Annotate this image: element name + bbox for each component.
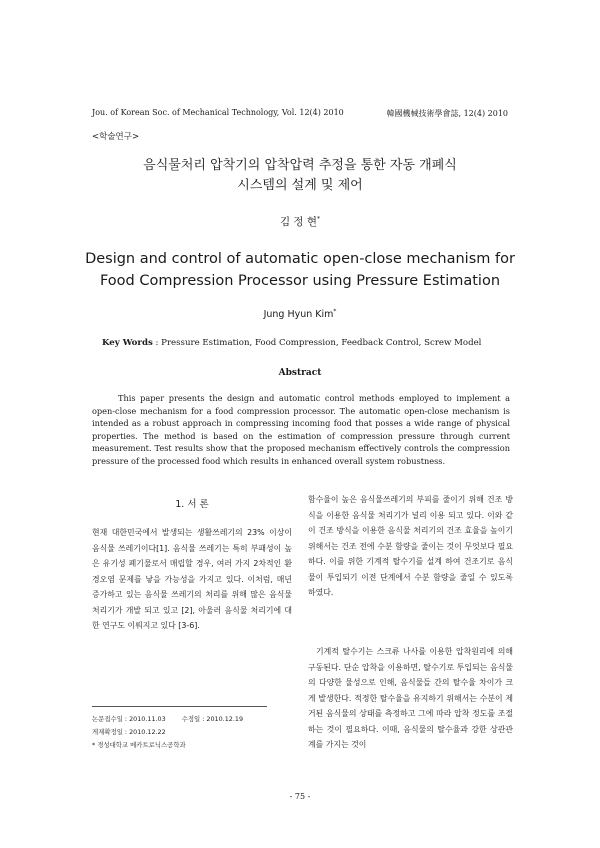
author-korean xyxy=(60,214,540,229)
footnote-divider xyxy=(92,706,267,707)
abstract-text: This paper presents the design and automatic control methods employed to implement a open-close mechanism for a food compression processor. The automatic open-close mechanism is intended as a robust approach in compressing incoming food that posses a wide range of physical properties. The method is based on the estimation of compression pressure through current measurement. Test results show that the proposed mechanism effectively controls the compression pressure of the processed food which results in enhanced overall system robustness. xyxy=(92,393,510,466)
footnote-affiliation: * 경성대학교 메카트로닉스공학과 xyxy=(92,741,186,749)
title-korean xyxy=(60,156,540,196)
keywords xyxy=(102,338,481,348)
journal-name-en: Jou. of Korean Soc. of Mechanical Technology, Vol. 12(4) 2010 xyxy=(92,108,344,117)
footnote-accepted: 게재확정일 : 2010.12.22 xyxy=(92,728,166,736)
title-english xyxy=(40,248,560,292)
footnote-revised: 수정일 : 2010.12.19 xyxy=(181,715,244,723)
section-heading-introduction: 1. 서 론 xyxy=(175,499,209,510)
body-paragraph-right-2: 기계적 탈수기는 스크류 나사를 이용한 압착원리에 의해 구동된다. 단순 압착을 이용하면, 탈수기로 투입되는 음식물의 다양한 물성으로 인해, 음식물들 간의 탈수율 차이가 크게 발생한다. 적정한 탈수율을 유지하기 위해서는 수분이 제거된 음식물의 상태를 측정하고 그에 따라 압착 정도를 조절하는 것이 필요하다. 이때, 음식물의 탈수율과 강한 상관관계를 가지는 것이 xyxy=(308,647,513,749)
title-english-line2: Food Compression Processor using Pressure Estimation xyxy=(99,273,501,289)
title-korean-line2: 시스템의 설계 및 제어 xyxy=(237,178,363,193)
keywords-text: : Pressure Estimation, Food Compression, Feedback Control, Screw Model xyxy=(152,338,482,348)
page-number: - 75 - xyxy=(289,792,311,801)
keywords-label: Key Words xyxy=(102,338,153,348)
footnote-received: 논문접수일 : 2010.11.03 xyxy=(92,715,166,723)
author-english-name: Jung Hyun Kim xyxy=(263,309,334,321)
body-paragraph-right-1: 함수율이 높은 음식물쓰레기의 부피를 줄이기 위해 건조 방식을 이용한 음식물 처리기가 널리 이용 되고 있다. 이와 같이 건조 방식을 이용한 음식물 처리기의 건조 효율을 높이기 위해서는 건조 전에 수분 함량을 줄이는 것이 무엇보다 필요하다. 이를 위한 기계적 탈수기를 설계 하여 건조기로 음식물이 투입되기 이전 단계에서 수분 함량을 줄일 수 있도록 하였다. xyxy=(308,495,513,597)
title-english-line1: Design and control of automatic open-close mechanism for xyxy=(85,251,515,267)
abstract-heading: Abstract xyxy=(278,368,322,378)
journal-name-ko: 韓國機械技術學會誌, 12(4) 2010 xyxy=(386,109,508,118)
author-english xyxy=(60,308,540,320)
author-korean-name: 김 정 현 xyxy=(279,216,318,228)
author-english-mark: * xyxy=(333,308,337,315)
author-mark: * xyxy=(317,215,321,223)
body-paragraph-left: 현재 대한민국에서 발생되는 생활쓰레기의 23% 이상이 음식물 쓰레기이다[1]. 음식물 쓰레기는 특히 부패성이 높은 유기성 폐기물로서 매립할 경우, 여러 가지 2차적인 환경오염 문제를 낳을 가능성을 가지고 있다. 이처럼, 매년 증가하고 있는 음식물 쓰레기의 처리를 위해 많은 음식물 처리기가 개발 되고 있고 [2], 아울러 음식물 처리기에 대한 연구도 이뤄지고 있다 [3-6]. xyxy=(92,528,292,630)
footnote-dates xyxy=(92,714,243,723)
title-korean-line1: 음식물처리 압착기의 압착압력 추정을 통한 자동 개폐식 xyxy=(143,158,457,173)
article-category: <학술연구> xyxy=(92,132,140,142)
